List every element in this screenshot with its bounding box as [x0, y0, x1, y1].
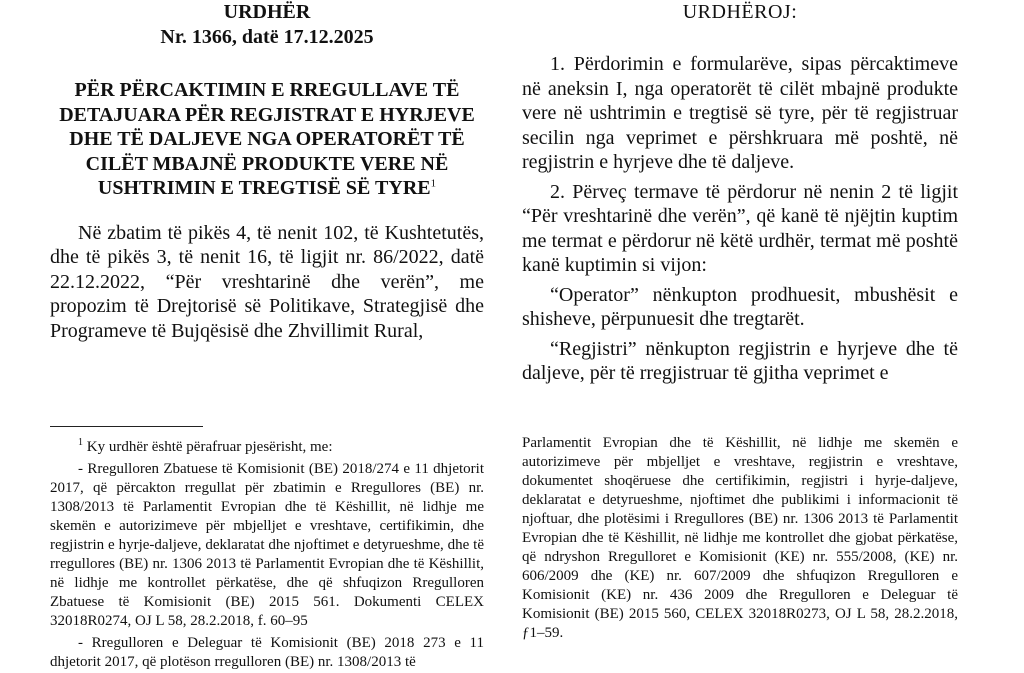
footnote-continuation: Parlamentit Evropian dhe të Këshillit, në lidhje me skemën e autorizimeve për mbjelljet e vreshtave, regjistrin e vreshtave, dokumentet shoqëruese dhe certifikimin, regjistri i hyrje-daljeve, deklaratat e detyrueshme, njoftimet dhe publikimi i informacionit të njoftuar, dhe plotësimi i Rregullores (BE) nr. 1306 2013 të Parlamentit Evropian dhe të Këshillit, në lidhje me kontrollet dhe gjobat përkatëse, që ndryshon Rregulloret e Komisionit (KE) nr. 555/2008, (KE) nr. 606/2009 dhe (KE) nr. 607/2009 dhe shfuqizon Rregulloren e Komisionit (KE) nr. 436 2009 dhe Rregulloren e Deleguar të Komisionit (BE) 2015 560, CELEX 32018R0273, OJ L 58, 28.2.2018, ƒ1–59.: [522, 435, 958, 641]
preamble-paragraph: Në zbatim të pikës 4, të nenit 102, të Kushtetutës, dhe të pikës 3, të nenit 16, të ligjit nr. 86/2022, datë 22.12.2022, “Për vreshtarinë dhe verën”, me propozim të Drejtorisë së Politikave, Strategjisë dhe Programeve të Bujqësisë dhe Zhvillimit Rural,: [50, 221, 484, 342]
order-subtitle: [50, 78, 484, 201]
order-number: Nr. 1366, datë 17.12.2025: [160, 26, 374, 48]
definition-paragraph: “Operator” nënkupton prodhuesit, mbushësit e shisheve, përpunuesit dhe tregtarët.: [522, 283, 958, 330]
footnote-intro: [50, 438, 484, 457]
footnote-mark: 1: [78, 437, 83, 448]
order-subtitle-text: PËR PËRCAKTIMIN E RREGULLAVE TË DETAJUARA PËR REGJISTRAT E HYRJEVE DHE TË DALJEVE NGA OPERATORËT TË CILËT MBAJNË PRODUKTE VERE NË USHTRIMIN E TREGTISË SË TYRE: [59, 79, 475, 199]
footnote-reference: 1: [430, 177, 437, 190]
order-title: URDHËR: [223, 1, 311, 23]
footnotes-left: [50, 438, 484, 672]
footnote-item: - Rregulloren e Deleguar të Komisionit (BE) 2018 273 e 11 dhjetorit 2017, që plotëson rregulloren (BE) nr. 1308/2013 të: [50, 635, 484, 670]
footnote-intro-text: Ky urdhër është përafruar pjesërisht, me:: [86, 439, 333, 455]
article-paragraph: 1. Përdorimin e formularëve, sipas përcaktimeve në aneksin I, nga operatorët të cilët mbajnë produkte vere në ushtrimin e tregtisë së tyre, për të regjistruar secilin nga veprimet e përshkruara më poshtë, në regjistrin e hyrjeve dhe të daljeve.: [522, 53, 958, 173]
right-column: [522, 0, 958, 391]
footnote-item: - Rregulloren Zbatuese të Komisionit (BE) 2018/274 e 11 dhjetorit 2017, që përcakton rregullat për zbatimin e Rregullores (BE) nr. 1308/2013 të Parlamentit Evropian dhe të Këshillit, në lidhje me skemën e autorizimeve për mbjelljet e vreshtave, certifikimin, dhe regjistrin e hyrje-daljeve, deklaratat dhe njoftimet e detyrueshme, dhe të rregullores (BE) nr. 1306 2013 të Parlamentit Evropian dhe të Këshillit, në lidhje me kontrollet përkatëse, dhe që shfuqizon Rregulloren Zbatuese të Komisionit (BE) 2015 561. Dokumenti CELEX 32018R0274, OJ L 58, 28.2.2018, f. 60–95: [50, 461, 484, 629]
order-heading: URDHËROJ:: [682, 1, 798, 23]
footnote-divider: [50, 426, 203, 427]
article-paragraph: 2. Përveç termave të përdorur në nenin 2 të ligjit “Për vreshtarinë dhe verën”, që kanë të njëjtin kuptim me termat e përdorur në këtë urdhër, termat më poshtë kanë kuptimin si vijon:: [522, 180, 958, 276]
left-column: [50, 0, 484, 343]
order-body: [522, 52, 958, 386]
footnotes-right: [522, 434, 958, 643]
definition-paragraph: “Regjistri” nënkupton regjistrin e hyrjeve dhe të daljeve, për të rregjistruar të gjitha veprimet e: [522, 337, 958, 384]
